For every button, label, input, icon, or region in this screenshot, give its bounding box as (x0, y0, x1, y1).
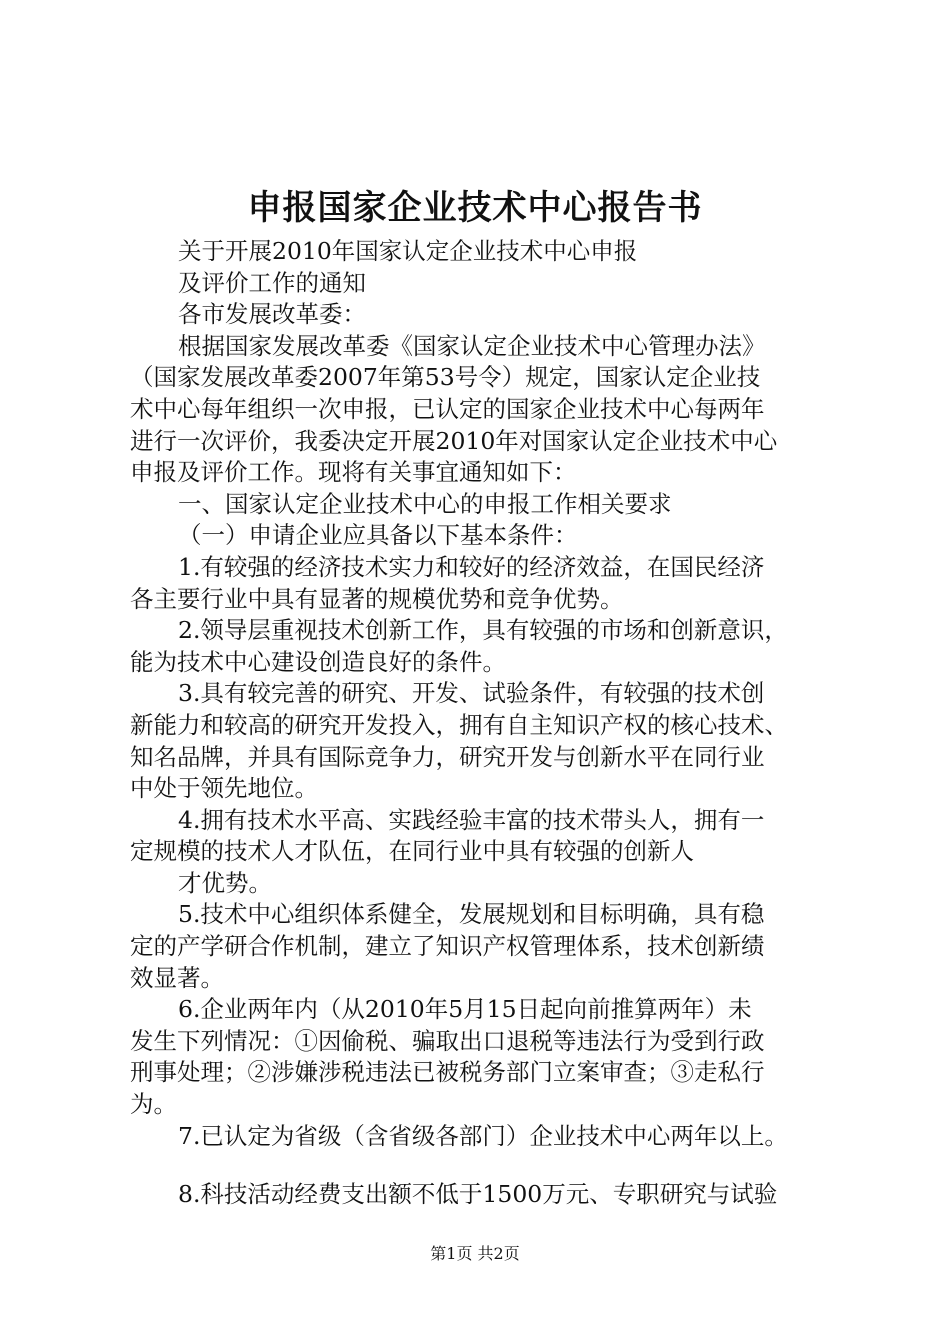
body-line: 7.已认定为省级（含省级各部门）企业技术中心两年以上。 (178, 1121, 788, 1150)
body-line: 1.有较强的经济技术实力和较好的经济效益，在国民经济 (178, 552, 765, 581)
section-heading: 一、国家认定企业技术中心的申报工作相关要求 (178, 489, 672, 518)
body-line: 定的产学研合作机制，建立了知识产权管理体系，技术创新绩 (130, 932, 765, 961)
body-line: 8.科技活动经费支出额不低于1500万元、专职研究与试验 (178, 1180, 778, 1209)
subsection-heading: （一）申请企业应具备以下基本条件： (178, 521, 578, 550)
body-line: 3.具有较完善的研究、开发、试验条件，有较强的技术创 (178, 679, 765, 708)
body-line: 申报及评价工作。现将有关事宜通知如下： (130, 458, 577, 487)
body-line: 根据国家发展改革委《国家认定企业技术中心管理办法》 (178, 331, 766, 360)
body-line: 效显著。 (130, 963, 224, 992)
document-title: 申报国家企业技术中心报告书 (247, 188, 703, 228)
body-line: 6.企业两年内（从2010年5月15日起向前推算两年）未 (178, 995, 752, 1024)
body-line: 4.拥有技术水平高、实践经验丰富的技术带头人，拥有一 (178, 805, 765, 834)
body-line: 刑事处理；②涉嫌涉税违法已被税务部门立案审查；③走私行 (130, 1058, 765, 1087)
body-line: 才优势。 (178, 868, 272, 897)
body-line: （国家发展改革委2007年第53号令）规定，国家认定企业技 (130, 363, 761, 392)
body-line: 5.技术中心组织体系健全，发展规划和目标明确，具有稳 (178, 900, 765, 929)
body-line: 能为技术中心建设创造良好的条件。 (130, 647, 506, 676)
body-line: 发生下列情况：①因偷税、骗取出口退税等违法行为受到行政 (130, 1026, 765, 1055)
body-line: 术中心每年组织一次申报，已认定的国家企业技术中心每两年 (130, 394, 765, 423)
body-line: 知名品牌，并具有国际竞争力，研究开发与创新水平在同行业 (130, 742, 765, 771)
body-line: 各主要行业中具有显著的规模优势和竞争优势。 (130, 584, 624, 613)
paragraph-gap (130, 1152, 835, 1179)
page-number: 第1页 共2页 (430, 1244, 520, 1263)
document-body (130, 236, 835, 1211)
body-line: 中处于领先地位。 (130, 774, 318, 803)
body-line: 为。 (130, 1090, 177, 1119)
body-line: 新能力和较高的研究开发投入，拥有自主知识产权的核心技术、 (130, 710, 788, 739)
body-line: 关于开展2010年国家认定企业技术中心申报 (178, 237, 638, 265)
body-line: 2.领导层重视技术创新工作，具有较强的市场和创新意识， (178, 616, 788, 645)
body-line: 定规模的技术人才队伍，在同行业中具有较强的创新人 (130, 837, 694, 866)
body-line: 及评价工作的通知 (178, 268, 366, 297)
body-line: 各市发展改革委： (178, 300, 366, 329)
body-line: 进行一次评价，我委决定开展2010年对国家认定企业技术中心 (130, 426, 778, 455)
